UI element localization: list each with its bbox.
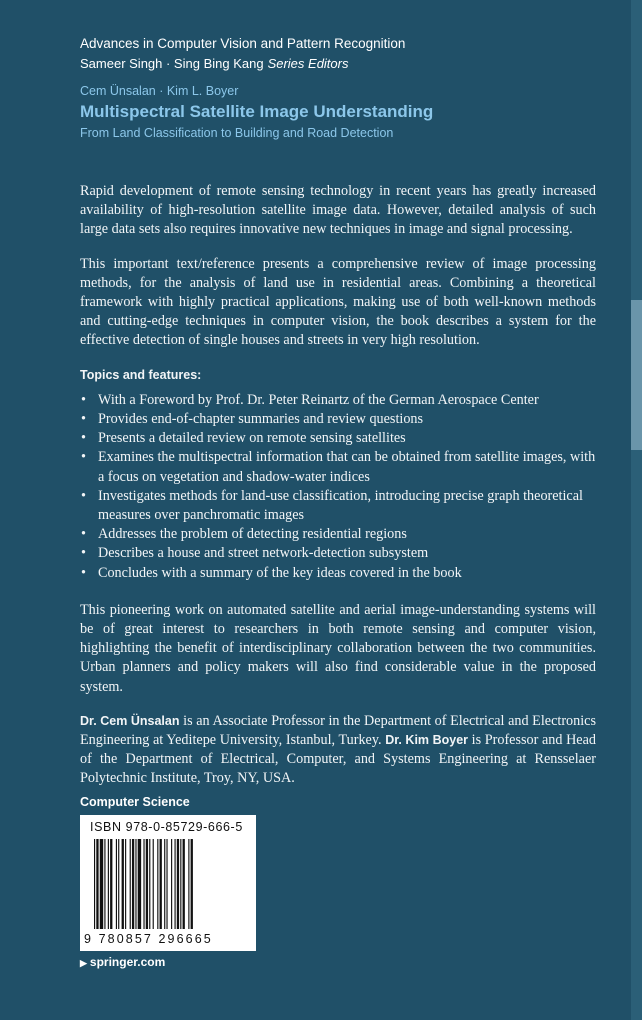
barcode-bar <box>149 839 150 929</box>
topics-list <box>80 391 596 583</box>
paragraph-overview: This important text/reference presents a comprehensive review of image processing methods, for the analysis of land use in residential areas. Combining a theoretical framework with highly practical applications, making use of both well-known methods and cutting-edge techniques in computer vision, the book describes a system for the effective detection of single houses and streets in very high resolution. <box>80 255 596 349</box>
barcode-bar <box>135 839 136 929</box>
website-link[interactable] <box>80 955 165 969</box>
barcode-bar <box>164 839 165 929</box>
barcode-bar <box>160 839 162 929</box>
isbn-label: ISBN 978-0-85729-666-5 <box>90 820 243 834</box>
barcode-bar <box>143 839 144 929</box>
barcode-bar <box>177 839 179 929</box>
barcode-bar <box>171 839 172 929</box>
bio-text-boyer: is Professor and Head of the Department of Electrical, Computer, and Systems Engineering at Rensselaer Polytechnic Institute, Troy, NY, USA. <box>80 732 596 787</box>
barcode <box>80 815 256 951</box>
barcode-bar <box>146 839 148 929</box>
barcode-bar <box>183 839 185 929</box>
series-title: Advances in Computer Vision and Pattern Recognition <box>80 36 406 51</box>
barcode-bar <box>104 839 105 929</box>
list-item: • Investigates methods for land-use classification, introducing precise graph theoretical measures over panchromatic images <box>80 487 596 525</box>
series-editors-role: Series Editors <box>267 56 349 71</box>
barcode-bar <box>118 839 119 929</box>
barcode-bar <box>122 839 124 929</box>
blurb <box>80 182 596 804</box>
list-item: • Addresses the problem of detecting residential regions <box>80 525 596 544</box>
barcode-bar <box>157 839 158 929</box>
barcode-bar <box>132 839 134 929</box>
list-item: • Examines the multispectral information that can be obtained from satellite images, with a focus on vegetation and shadow-water indices <box>80 448 596 486</box>
paragraph-closing: This pioneering work on automated satellite and aerial image-understanding systems will be of great interest to researchers in both remote sensing and computer vision, highlighting the benefit of interdisciplinary collaboration between the two communities. Urban planners and policy makers will also find considerable value in the proposed system. <box>80 601 596 695</box>
barcode-bar <box>138 839 141 929</box>
barcode-bar <box>125 839 126 929</box>
barcode-bar <box>96 839 98 929</box>
series-editor-names: Sameer Singh · Sing Bing Kang <box>80 56 264 71</box>
barcode-bars <box>94 839 244 929</box>
bio-name-boyer: Dr. Kim Boyer <box>385 733 469 748</box>
book-authors: Cem Ünsalan · Kim L. Boyer <box>80 84 239 98</box>
list-item: • With a Foreword by Prof. Dr. Peter Reinartz of the German Aerospace Center <box>80 391 596 410</box>
barcode-bar <box>175 839 176 929</box>
series-editors <box>80 54 600 74</box>
list-item: • Provides end-of-chapter summaries and review questions <box>80 410 596 429</box>
website-text: springer.com <box>89 955 166 969</box>
bio-name-unsalan: Dr. Cem Ünsalan <box>80 713 180 728</box>
bio-text-unsalan: is an Associate Professor in the Department of Electrical and Electronics Engineering at Yeditepe University, Istanbul, Turkey. <box>80 712 596 749</box>
list-item: • Describes a house and street network-detection subsystem <box>80 544 596 563</box>
topics-heading: Topics and features: <box>80 367 202 382</box>
barcode-bar <box>188 839 189 929</box>
barcode-bar <box>110 839 112 929</box>
barcode-bar <box>94 839 95 929</box>
spine-mark <box>631 300 642 450</box>
paragraph-intro: Rapid development of remote sensing technology in recent years has greatly increased availability of high-resolution satellite image data. However, detailed analysis of such large data sets also requires innovative new techniques in image and signal processing. <box>80 183 596 238</box>
barcode-bar <box>100 839 103 929</box>
barcode-bar <box>116 839 117 929</box>
barcode-bar <box>153 839 154 929</box>
barcode-bar <box>180 839 181 929</box>
barcode-bar <box>191 839 193 929</box>
arrow-right-icon: ▶ <box>80 958 87 968</box>
barcode-bar <box>108 839 109 929</box>
category-label: Computer Science <box>80 795 190 809</box>
barcode-bar <box>130 839 131 929</box>
isbn-digits: 9 780857 296665 <box>84 932 213 946</box>
spine-edge <box>631 0 642 1020</box>
author-bio <box>80 712 596 789</box>
list-item: • Concludes with a summary of the key ideas covered in the book <box>80 564 596 583</box>
list-item: • Presents a detailed review on remote sensing satellites <box>80 429 596 448</box>
book-subtitle: From Land Classification to Building and Road Detection <box>80 126 394 140</box>
book-title: Multispectral Satellite Image Understanding <box>80 102 434 121</box>
barcode-bar <box>166 839 167 929</box>
header <box>80 34 600 142</box>
